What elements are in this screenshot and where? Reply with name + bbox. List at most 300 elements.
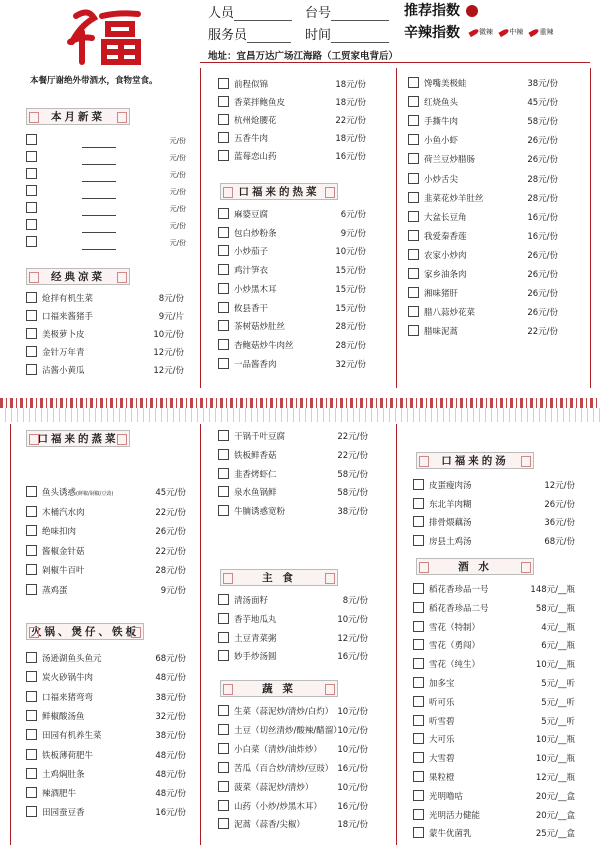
dish-name: 妙手炒汤圆	[234, 652, 277, 663]
dish-name: 蒸鸡蛋	[42, 585, 68, 596]
checkbox[interactable]	[413, 733, 424, 744]
dish-price: 38元/份	[155, 731, 186, 742]
dish-name: 生菜（蒜泥炒/清炒/白灼）	[234, 707, 334, 717]
checkbox[interactable]	[413, 658, 424, 669]
checkbox[interactable]	[218, 800, 229, 811]
dish-name: 加多宝	[429, 679, 455, 689]
menu-item[interactable]	[413, 658, 575, 672]
dish-name: 炝拌有机生菜	[42, 294, 94, 304]
section-veg: 蔬 菜	[220, 680, 338, 697]
dish-price: 32元/份	[155, 711, 186, 722]
section-pot: 火锅、煲仔、铁板	[26, 623, 144, 640]
dish-price: 28元/份	[527, 193, 558, 204]
blank-menu-item[interactable]	[26, 219, 186, 233]
checkbox[interactable]	[26, 525, 37, 536]
menu-item[interactable]	[413, 809, 575, 823]
checkbox[interactable]	[413, 696, 424, 707]
dish-price: 26元/份	[527, 136, 558, 147]
checkbox[interactable]	[26, 545, 37, 556]
dish-name: 我爱秦香莲	[424, 231, 467, 242]
menu-item[interactable]	[26, 364, 184, 378]
menu-item[interactable]	[413, 639, 575, 653]
table-field[interactable]	[305, 2, 389, 21]
checkbox[interactable]	[26, 652, 37, 663]
time-label: 时间	[305, 28, 332, 43]
staff-label: 人员	[208, 6, 235, 21]
menu-item[interactable]	[218, 264, 366, 278]
checkbox[interactable]	[26, 202, 37, 213]
dish-price: 26元/份	[527, 289, 558, 300]
menu-item[interactable]	[408, 96, 558, 110]
menu-item[interactable]	[26, 328, 184, 342]
dish-price: 26元/份	[527, 308, 558, 319]
unit-label: 元/份	[169, 222, 186, 230]
menu-item[interactable]	[218, 132, 366, 146]
checkbox[interactable]	[218, 613, 229, 624]
dish-name: 大可乐	[429, 735, 455, 746]
checkbox[interactable]	[218, 208, 229, 219]
menu-item[interactable]	[413, 696, 575, 710]
menu-item[interactable]	[218, 227, 366, 241]
chili-icon	[468, 27, 479, 36]
checkbox[interactable]	[218, 632, 229, 643]
dish-price: 9元/片	[158, 312, 184, 322]
menu-item[interactable]	[218, 724, 368, 738]
menu-item[interactable]	[218, 208, 366, 222]
divider	[200, 68, 201, 388]
menu-item[interactable]	[413, 715, 575, 729]
checkbox[interactable]	[218, 705, 229, 716]
checkbox[interactable]	[413, 790, 424, 801]
menu-item[interactable]	[26, 292, 184, 306]
divider	[396, 68, 397, 388]
menu-item[interactable]	[413, 621, 575, 635]
section-staple: 主 食	[220, 569, 338, 586]
checkbox[interactable]	[413, 498, 424, 509]
checkbox[interactable]	[218, 781, 229, 792]
checkbox[interactable]	[26, 787, 37, 798]
blank-menu-item[interactable]	[26, 151, 186, 165]
blank-line[interactable]	[82, 241, 116, 250]
dish-price: 16元/份	[527, 212, 558, 223]
spicy-index: 辛辣指数	[404, 25, 460, 41]
menu-item[interactable]	[26, 691, 186, 705]
checkbox[interactable]	[218, 818, 229, 829]
dish-name: 绝味扣肉	[42, 527, 77, 537]
checkbox[interactable]	[218, 227, 229, 238]
dish-name: 田园蚕豆香	[42, 808, 85, 819]
checkbox[interactable]	[218, 339, 229, 350]
dish-price: 22元/份	[527, 327, 558, 338]
menu-item[interactable]	[26, 506, 186, 520]
dish-price: 10元/份	[337, 744, 368, 755]
server-field[interactable]	[208, 24, 291, 43]
checkbox[interactable]	[218, 762, 229, 773]
restaurant-logo	[58, 2, 158, 68]
menu-item[interactable]	[26, 710, 186, 724]
checkbox[interactable]	[218, 302, 229, 313]
menu-item[interactable]	[218, 781, 368, 795]
checkbox[interactable]	[218, 132, 229, 143]
checkbox[interactable]	[26, 768, 37, 779]
menu-item[interactable]	[413, 733, 575, 747]
dish-name: 包白炒粉条	[234, 228, 277, 239]
checkbox[interactable]	[26, 671, 37, 682]
checkbox[interactable]	[218, 245, 229, 256]
checkbox[interactable]	[218, 743, 229, 754]
blank-menu-item[interactable]	[26, 236, 186, 250]
menu-item[interactable]	[413, 752, 575, 766]
menu-item[interactable]	[408, 115, 558, 129]
dish-price: 16元/份	[337, 652, 368, 663]
dish-name: 馋嘴美极蛙	[424, 79, 467, 89]
checkbox[interactable]	[413, 677, 424, 688]
menu-item[interactable]	[408, 306, 558, 320]
dish-name: 口福来猪弯弯	[42, 692, 94, 703]
menu-item[interactable]	[218, 339, 366, 353]
checkbox[interactable]	[408, 230, 419, 241]
menu-item[interactable]	[218, 613, 368, 627]
dish-price: 8元/份	[158, 294, 184, 304]
dish-price: 10元/份	[337, 707, 368, 717]
dish-name: 排骨煨藕汤	[429, 518, 472, 528]
menu-item[interactable]	[218, 486, 368, 500]
divider	[200, 62, 590, 63]
dish-price: 12元/份	[153, 366, 184, 376]
dish-name: 东北羊肉糊	[429, 499, 472, 510]
blank-menu-item[interactable]	[26, 185, 186, 199]
dish-price: 10元/__瓶	[535, 754, 575, 765]
dish-name: 辣酒肥牛	[42, 789, 77, 800]
menu-item[interactable]	[218, 302, 366, 316]
menu-item[interactable]	[218, 468, 368, 482]
dish-price: 36元/份	[544, 518, 575, 528]
menu-item[interactable]	[408, 325, 558, 339]
blank-menu-item[interactable]	[26, 168, 186, 182]
dish-price: 5元/__听	[541, 697, 575, 708]
checkbox[interactable]	[408, 268, 419, 279]
menu-item[interactable]	[413, 771, 575, 785]
dish-name: 大雪碧	[429, 754, 455, 765]
checkbox[interactable]	[218, 264, 229, 275]
dish-name: 听可乐	[429, 697, 455, 708]
menu-item[interactable]	[218, 650, 368, 664]
checkbox[interactable]	[408, 134, 419, 145]
dish-name: 铁板鲜香菇	[234, 450, 277, 461]
menu-item[interactable]	[26, 525, 186, 539]
menu-item[interactable]	[218, 283, 366, 297]
menu-item[interactable]	[218, 150, 366, 164]
menu-item[interactable]	[218, 818, 368, 832]
menu-item[interactable]	[218, 449, 368, 463]
dish-name: 酱椒金针菇	[42, 546, 85, 557]
dish-name: 铁板薄荷肥牛	[42, 750, 94, 761]
section-steam: 口福来的蒸菜	[26, 430, 130, 447]
menu-item[interactable]	[413, 479, 575, 493]
dish-name: 稻花香珍品一号	[429, 585, 489, 595]
menu-item[interactable]	[218, 632, 368, 646]
dish-price: 38元/份	[155, 692, 186, 703]
checkbox[interactable]	[26, 584, 37, 595]
menu-item[interactable]	[408, 268, 558, 282]
checkbox[interactable]	[413, 621, 424, 632]
menu-item[interactable]	[413, 790, 575, 804]
dish-name: 美极萝卜皮	[42, 330, 85, 340]
dish-name: 小鱼小虾	[424, 136, 459, 147]
dish-price: 18元/份	[335, 80, 366, 90]
blank-line[interactable]	[82, 207, 116, 216]
checkbox[interactable]	[26, 292, 37, 303]
dish-price: 58元/__瓶	[535, 603, 575, 614]
checkbox[interactable]	[26, 168, 37, 179]
menu-item[interactable]	[218, 78, 366, 92]
checkbox[interactable]	[413, 639, 424, 650]
menu-item[interactable]	[26, 671, 186, 685]
divider	[590, 68, 591, 388]
menu-item[interactable]	[218, 705, 368, 719]
checkbox[interactable]	[218, 486, 229, 497]
dish-name: 木桶汽水肉	[42, 507, 85, 518]
decorative-band	[0, 408, 600, 422]
dish-price: 4元/__瓶	[541, 622, 575, 633]
checkbox[interactable]	[26, 486, 37, 497]
dish-price: 10元/份	[337, 614, 368, 625]
dish-price: 45元/份	[155, 488, 186, 498]
dish-price: 9元/份	[160, 585, 186, 596]
menu-item[interactable]	[218, 594, 368, 608]
menu-item[interactable]	[26, 584, 186, 598]
checkbox[interactable]	[408, 211, 419, 222]
section-soup: 口福来的汤	[416, 452, 534, 469]
menu-item[interactable]	[408, 287, 558, 301]
dish-name: 蒙牛优菌乳	[429, 829, 472, 840]
blank-menu-item[interactable]	[26, 134, 186, 148]
dish-price: 6元/份	[340, 210, 366, 220]
menu-item[interactable]	[413, 677, 575, 691]
staff-field[interactable]	[208, 2, 292, 21]
checkbox[interactable]	[26, 328, 37, 339]
menu-item[interactable]	[218, 430, 368, 444]
menu-item[interactable]	[26, 652, 186, 666]
checkbox[interactable]	[26, 710, 37, 721]
checkbox[interactable]	[218, 650, 229, 661]
dish-price: 48元/份	[155, 769, 186, 780]
divider	[200, 424, 201, 845]
dish-price: 58元/份	[527, 117, 558, 128]
dish-name: 听雪碧	[429, 716, 455, 727]
menu-item[interactable]	[413, 535, 575, 549]
checkbox[interactable]	[218, 320, 229, 331]
menu-item[interactable]	[408, 230, 558, 244]
checkbox[interactable]	[26, 506, 37, 517]
checkbox[interactable]	[218, 150, 229, 161]
checkbox[interactable]	[408, 153, 419, 164]
dish-name: 五香牛肉	[234, 134, 269, 144]
checkbox[interactable]	[408, 173, 419, 184]
blank-line[interactable]	[82, 173, 116, 182]
checkbox[interactable]	[218, 468, 229, 479]
checkbox[interactable]	[218, 594, 229, 605]
menu-item[interactable]	[408, 153, 558, 167]
checkbox[interactable]	[408, 115, 419, 126]
checkbox[interactable]	[218, 96, 229, 107]
menu-item[interactable]	[218, 800, 368, 814]
menu-item[interactable]	[413, 498, 575, 512]
menu-item[interactable]	[26, 806, 186, 820]
menu-item[interactable]	[408, 249, 558, 263]
dish-name: 香芋地瓜丸	[234, 614, 277, 625]
menu-item[interactable]	[408, 192, 558, 206]
menu-item[interactable]	[26, 749, 186, 763]
menu-item[interactable]	[26, 729, 186, 743]
dish-name: 茶树菇炒肚丝	[234, 322, 286, 333]
menu-item[interactable]	[408, 134, 558, 148]
dish-price: 12元/份	[337, 633, 368, 644]
dish-price: 16元/份	[335, 152, 366, 162]
checkbox[interactable]	[218, 430, 229, 441]
dish-name: 雪花（纯生）	[429, 660, 481, 671]
dish-price: 10元/份	[337, 782, 368, 793]
checkbox[interactable]	[26, 749, 37, 760]
menu-item[interactable]	[218, 762, 368, 776]
menu-item[interactable]	[26, 486, 186, 500]
checkbox[interactable]	[413, 771, 424, 782]
menu-item[interactable]	[218, 245, 366, 259]
dish-price: 45元/份	[527, 98, 558, 109]
dish-name: 杏鲍菇炒牛肉丝	[234, 340, 294, 351]
checkbox[interactable]	[26, 185, 37, 196]
dish-name: 牛腩诱惑宽粉	[234, 507, 286, 518]
checkbox[interactable]	[26, 134, 37, 145]
checkbox[interactable]	[413, 583, 424, 594]
dish-price: 8元/份	[342, 596, 368, 606]
dish-price: 58元/份	[337, 469, 368, 480]
checkbox[interactable]	[26, 236, 37, 247]
checkbox[interactable]	[413, 602, 424, 613]
menu-item[interactable]	[408, 77, 558, 91]
dish-name: 金针万年青	[42, 348, 85, 358]
menu-item[interactable]	[413, 583, 575, 597]
menu-item[interactable]	[218, 96, 366, 110]
checkbox[interactable]	[218, 724, 229, 735]
checkbox[interactable]	[408, 287, 419, 298]
checkbox[interactable]	[26, 806, 37, 817]
blank-menu-item[interactable]	[26, 202, 186, 216]
dish-name: 苦瓜（百合炒/清炒/豆豉）	[234, 763, 334, 774]
menu-item[interactable]	[408, 211, 558, 225]
checkbox[interactable]	[408, 325, 419, 336]
menu-item[interactable]	[218, 320, 366, 334]
checkbox[interactable]	[413, 809, 424, 820]
menu-item[interactable]	[26, 787, 186, 801]
checkbox[interactable]	[408, 192, 419, 203]
spicy-legend: 微辣 中辣 重辣	[468, 27, 553, 37]
dish-price: 22元/份	[337, 450, 368, 461]
dish-name: 光明噜咕	[429, 791, 464, 802]
checkbox[interactable]	[413, 715, 424, 726]
checkbox[interactable]	[26, 691, 37, 702]
dish-price: 22元/份	[337, 432, 368, 442]
checkbox[interactable]	[413, 516, 424, 527]
checkbox[interactable]	[26, 729, 37, 740]
dish-price: 22元/份	[335, 116, 366, 126]
checkbox[interactable]	[26, 346, 37, 357]
checkbox[interactable]	[218, 505, 229, 516]
dish-name: 农家小炒肉	[424, 250, 467, 261]
dish-price: 10元/份	[335, 247, 366, 258]
checkbox[interactable]	[26, 310, 37, 321]
dish-price: 26元/份	[155, 527, 186, 537]
menu-item[interactable]	[408, 173, 558, 187]
checkbox[interactable]	[413, 535, 424, 546]
time-field[interactable]	[305, 24, 389, 43]
checkbox[interactable]	[408, 249, 419, 260]
checkbox[interactable]	[218, 283, 229, 294]
blank-line[interactable]	[82, 224, 116, 233]
menu-item[interactable]	[218, 114, 366, 128]
checkbox[interactable]	[218, 449, 229, 460]
dish-price: 9元/份	[340, 228, 366, 239]
checkbox[interactable]	[26, 364, 37, 375]
menu-item[interactable]	[218, 358, 366, 372]
checkbox[interactable]	[218, 78, 229, 89]
dish-price: 5元/__听	[541, 716, 575, 727]
menu-item[interactable]	[413, 516, 575, 530]
checkbox[interactable]	[408, 77, 419, 88]
checkbox[interactable]	[413, 752, 424, 763]
dish-name: 小炒黑木耳	[234, 284, 277, 295]
menu-item[interactable]	[26, 310, 184, 324]
dish-name: 小炒茄子	[234, 247, 269, 258]
menu-item[interactable]	[26, 346, 184, 360]
menu-item[interactable]	[218, 743, 368, 757]
blank-line[interactable]	[82, 156, 116, 165]
menu-item[interactable]	[413, 602, 575, 616]
menu-item[interactable]	[413, 827, 575, 841]
apple-icon	[466, 5, 478, 17]
dish-price: 22元/份	[155, 507, 186, 518]
checkbox[interactable]	[413, 827, 424, 838]
checkbox[interactable]	[26, 564, 37, 575]
checkbox[interactable]	[218, 114, 229, 125]
dish-price: 68元/份	[155, 654, 186, 664]
dish-name: 房县土鸡汤	[429, 536, 472, 547]
checkbox[interactable]	[26, 151, 37, 162]
server-label: 服务员	[208, 28, 248, 43]
menu-item[interactable]	[218, 505, 368, 519]
dish-name: 土鸡焖肚条	[42, 769, 85, 780]
dish-price: 68元/份	[544, 536, 575, 547]
dish-name: 果粒橙	[429, 773, 455, 783]
checkbox[interactable]	[408, 306, 419, 317]
blank-line[interactable]	[82, 190, 116, 199]
checkbox[interactable]	[408, 96, 419, 107]
dish-name: 麻婆豆腐	[234, 210, 269, 220]
menu-item[interactable]	[26, 545, 186, 559]
unit-label: 元/份	[169, 154, 186, 162]
menu-item[interactable]	[26, 768, 186, 782]
notice: 本餐厅谢绝外带酒水，食物堂食。	[30, 76, 158, 86]
blank-line[interactable]	[82, 139, 116, 148]
dish-price: 48元/份	[155, 789, 186, 800]
checkbox[interactable]	[413, 479, 424, 490]
menu-item[interactable]	[26, 564, 186, 578]
dish-name: 雪花（特制）	[429, 622, 481, 633]
dish-price: 48元/份	[155, 750, 186, 761]
checkbox[interactable]	[218, 358, 229, 369]
checkbox[interactable]	[26, 219, 37, 230]
dish-name: 荷兰豆炒腊肠	[424, 155, 476, 166]
